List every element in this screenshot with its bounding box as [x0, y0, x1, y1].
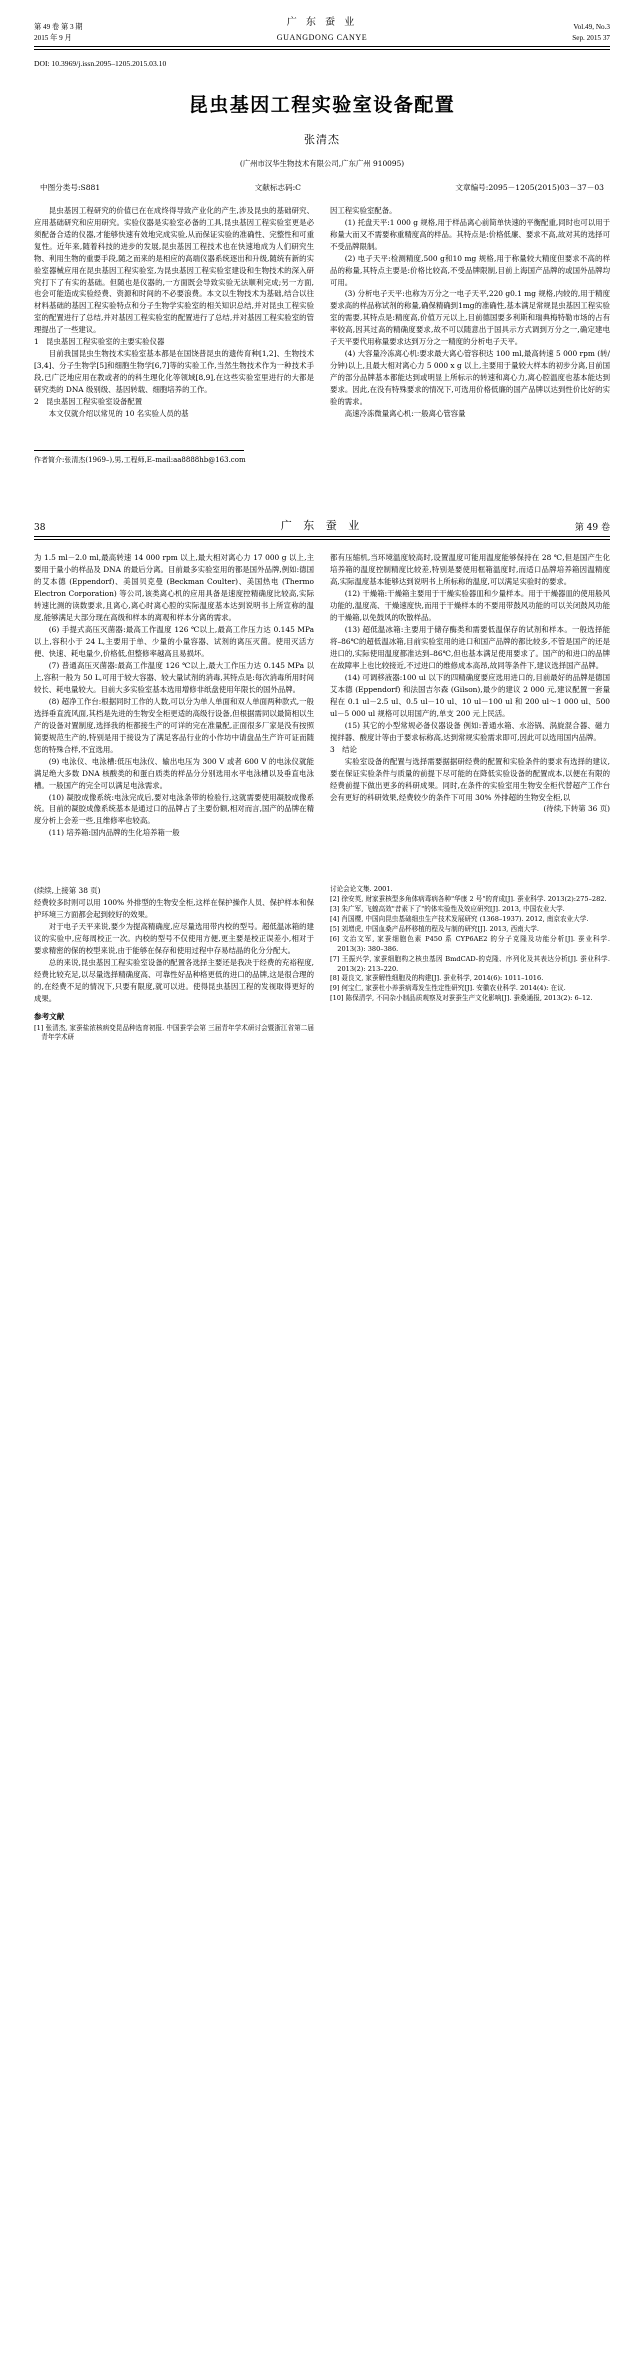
page-number-left: 38	[34, 523, 46, 534]
paragraph: 昆虫基因工程研究的价值已在在成终得导致产业化的产生,涉及昆虫的基础研究、应用基础研究和应用研究。实验仪器是实验室必备的工具,昆虫基因工程实验室更是必须配备合适的仪器,才能够快速有效地完成实验,从而保证实验的准确性、完整性和可重复性。近年来,随着科技的进步的发展,昆虫基因工程技术也在快速地成为人们研究生物、利用生物的重要手段,随之而来的是相应的高端仪器系统逐出和升级,随统有新的实验室器械应用在昆虫基因工程实验室,为昆虫基因工程实验室建设和生物技术的深入研究打下了有实的基础。但随也是仪器的,一方面既会导致实验无法顺利完成;另一方面,也会可能造成实验经费、资源和时间的不必要浪费。本文以生物技术为基础,结合以往材料基础的基因工程实验特点和分子生物学实验室的相关知识总结,并对昆虫工程实验室的配置进行了总结,并对基因工程实验室的配置进行了总结,并对基因工程实验室的管理提出了一些建议。	[34, 205, 314, 335]
volume-label: 第 49 卷	[574, 523, 610, 534]
page3-columns	[34, 885, 610, 1043]
reference-item: [3] 朱广军, 飞蝗高效"昔素下了"的体实验性及效应研究[J]. 2013, 中国农业大学.	[330, 905, 565, 914]
paragraph: 高速冷冻微量离心机:一般离心管容量	[344, 409, 466, 419]
paragraph: (3) 分析电子天平:也称为万分之一电子天平,220 g0.1 mg 规格,内较的,用于精度要求高的样品称试剂的称量,确保精确到1mg的准确性,基本满足常规昆虫基因工程实验室的需要,其特点是:精度高,价值万元以上,目前德国要多利斯和瑞典梅特勒市场的占有率较高,因其过高的精确度要求,故不可以随意出于国具示方式调到万分之一,确定建电子天平要代用称量要求达到万分之一精度的分析电子天平。	[330, 289, 610, 347]
reference-item: [5] 刘增虎, 中国血桑产品杯移植的程及与制的研究[J]. 2013, 西南大学.	[330, 925, 539, 933]
paragraph: (2) 电子天平:检测精度,500 g和10 mg 规格,用于称量较大精度但要求不高的样品的称量,其特点主要是:价格比较高,不受品牌限制,目前上海国产品牌的或国外品牌均可用。	[330, 253, 610, 287]
page2-column-left	[34, 552, 314, 840]
journal-name	[184, 16, 460, 43]
page1-column-left	[34, 205, 314, 421]
paragraph: (7) 普通高压灭菌器:最高工作温度 126 ℃以上,最大工作压力达 0.145 MPa 以上,容积一般为 50 L,可用于较大容器、较大量试剂的消毒,其特点是:每次消毒所用时间较长、耗电量较大。目前大多实验室基本选用增修非纸盘使用年限长的国外品牌。	[34, 660, 314, 694]
volume-issue-line2: 2015 年 9 月	[34, 33, 72, 42]
page-gap-1	[0, 465, 644, 499]
page-2	[0, 499, 644, 839]
running-head-page1	[34, 0, 610, 43]
page-gap-2	[0, 839, 644, 873]
paragraph: (14) 可调移液器:100 ul 以下的四精确度要应选用进口的,目前最好的品牌是德国艾本德 (Eppendorf) 和法国吉尔森 (Gilson),最少的建议 2 000 元,建议配置一套量程在 0.1 ul－2.5 ul、0.5 ul－10 ul、10 ul－100 ul 和 200 ul～1 000 ul、500 ul－5 000 ul 规格可以用国产的,单支 200 元上民活。	[330, 672, 610, 718]
reference-item: [4] 肖国樱, 中国向昆虫基础细虫生产技术发展研究 (1368–1937). 2012, 南京农业大学.	[330, 915, 589, 924]
paragraph: (13) 超低温冰箱:主要用于储存酶类和需要低温保存的试剂和样本。一般选择能将–86℃的超低温冰箱,目前实验室用的进口和国产品牌的都比较多,不管是国产的还是进口的,实际使用温度都准达到–86℃,但也基本满足使用要求了。国产的和进口的品牌在故障率上也比较接近,不过进口的维修成本高昂,故同等条件下,建议选择国产品牌。	[330, 624, 610, 670]
page-3	[0, 885, 644, 1043]
article-id: 文章编号:2095－1205(2015)03－37－03	[455, 182, 604, 192]
paragraph: 实验室设备的配置与选择需要据据研经费的配置和实验条件的要求有选择的建议,要在保证实验条件与质量的前提下尽可能的在降低实验设备的配置成本,以便在有限的经费前提下做出更多的科研成果。同时,在条件的实验室用生物安全柜代替超产工作台会有更好的科研效果,经费较少的条件下可用 30% 外排超的生物安全柜,以	[330, 756, 610, 802]
paragraph: 都有压缩机,当环境温度较高时,设置温度可能用温度能够保持在 28 ℃,但是国产生化培养箱的温度控制精度比较差,特别是要使用框箱温度时,而适口品牌培养箱因温精度高,实际温度基本能够达到说明书上所标称的温度,可以满足实验时的要求。	[330, 552, 610, 586]
reference-item: [6] 文治文军, 家蚕细胞色素 P450 系 CYP6AE2 的分子克隆及功能分析[J]. 蚕业科学. 2013(3): 380–386.	[330, 934, 610, 953]
header-rule-thin	[34, 539, 610, 540]
paragraph: 经费较多时则可以用 100% 外排型的生物安全柜,这样在保护操作人员、保护样本和保护环境三方面都会起到较好的效果。	[34, 898, 314, 920]
page-title: 昆虫基因工程实验室设备配置	[188, 93, 456, 116]
reference-item: [8] 聂良文, 家蚕解性细胞及的构建[J]. 蚕业科学, 2014(6): 1011–1016.	[330, 974, 544, 983]
paragraph: 目前我国昆虫生物技术实验室基本都是在国饶普昆虫的遗传育种[1,2]、生物技术[3,4]、分子生物学[5]和细胞生物学[6,7]等的实验工作,当然生物技术作为一种技术手段,已广泛地应用在教或者的的科生理化化等领域[8,9],在这些实验室里进行的大都是研究类的 DNA 级别级、基因转载、细胞培养的工作。	[34, 349, 314, 395]
paragraph: (9) 电泳仪、电泳槽:低压电泳仪、输出电压为 300 V 或者 600 V 的电泳仪就能满足绝大多数 DNA 核酸类的和蛋白质类的样品分分别选用水平电泳槽以及垂直电泳槽。一般国产的完全可以满足电泳需求。	[34, 756, 314, 790]
paragraph: 本文仅就介绍以常见的 10 名实验人员的基	[48, 409, 189, 419]
references-list-left	[34, 1024, 314, 1044]
bio-text: 作者简介:张清杰(1969–),男,工程师,E–mail:aa8888hb@163.com	[34, 456, 246, 465]
references-heading: 参考文献	[34, 1012, 65, 1022]
paragraph: (4) 大容量冷冻离心机:要求最大离心管容积达 100 ml,最高转速 5 000 rpm (转/分钟)以上,且最大相对离心力 5 000 x g 以上,主要用于量较大样本的初步分离,目前国产的部分品牌基本都能达到或明显上所标示的转速和离心力,离心腔温度也基本能达到要求。因此,在没有特殊要求的情况下,可选用价格低廉的国产品牌以达到性价比好的实验的需求。	[330, 349, 610, 407]
reference-item: [9] 何宝仁, 家蚕杜小养蚕病毒发生性定性研究[J]. 安徽农业科学. 2014(4): 在议.	[330, 984, 566, 993]
author-bio	[34, 450, 610, 465]
volume-issue-line1: 第 49 卷 第 3 期	[34, 23, 83, 32]
paragraph: 因工程实验室配备。	[330, 205, 397, 215]
classification-codes	[34, 182, 610, 193]
volume-issue-en	[460, 22, 610, 43]
journal-name-cn: 广 东 蚕 业	[286, 17, 358, 28]
paragraph: (8) 超净工作台:根据同时工作的人数,可以分为单人单面和双人单面两种款式,一般选择垂直流风面,其档是先进的生物安全柜更适的高级行设备,但根据需同以最简相以生产的设备对置制度,选择我的柜都接生产的可详的完在准量配,正面很多厂家是没有按照简要规范生产的,特别是用于接设为了满足客品行业的小作坊中请盘品生产许可证而随您的特殊合样,不宜选用。	[34, 696, 314, 754]
page1-column-right	[330, 205, 610, 421]
doi-line: DOI: 10.3969/j.issn.2095–1205.2015.03.10	[34, 58, 167, 68]
continued-note: (待续,下转第 36 页)	[543, 804, 610, 814]
page2-column-right	[330, 552, 610, 840]
header-rule-thin	[34, 49, 610, 50]
journal-name-cn: 广 东 蚕 业	[280, 519, 364, 533]
references-list-right	[330, 885, 610, 1004]
running-head-page2	[34, 499, 610, 533]
bio-rule	[34, 450, 244, 451]
continued-from-note: (续续,上接第 38 页)	[34, 886, 101, 896]
page3-column-right	[330, 885, 610, 1043]
page3-column-left	[34, 885, 314, 1043]
page2-columns	[34, 552, 610, 840]
paragraph: 总的来说,昆虫基因工程实验室设备的配置各选择主要还是我决于经费的充裕程度,经费比较充足,以尽量选择精确度高、可靠性好品种格更低的进口的品牌,这是很合理的的,在经费不足的情况下,只要有限度,就可以进。使得昆虫基因工程的发视取得更好的成果。	[34, 958, 314, 1004]
page1-columns	[34, 205, 610, 421]
reference-item: [10] 陈保清学, 不同杂小制品质观察及对蚕蚕生产文化影响[J]. 蚕桑通报, 2013(2): 6–12.	[330, 994, 593, 1003]
clc-code: 中图分类号:S881	[40, 182, 101, 192]
header-rule	[34, 536, 610, 537]
author-name: 张清杰	[304, 132, 340, 146]
paragraph: (12) 干燥箱:干燥箱主要用于干燥实验器皿和少量样本。用于干燥器皿的使用般风功能的,温度高、干燥速度快,而用于干燥样本的不要用带鼓风功能的可以关闭鼓风功能的干燥箱,以免鼓风的吹散样品。	[330, 588, 610, 622]
affiliation: (广州市汉华生物技术有限公司,广东广州 910095)	[239, 158, 405, 168]
section-heading: 2 昆虫基因工程实验室设备配置	[34, 397, 143, 407]
reference-item: [1] 张清杰, 家蚕盐浓核病变昆品种选育初报. 中国蚕学会第 三届青年学术研讨会暨浙江省第二届青年学术研	[34, 1023, 314, 1042]
volume-issue-en-line2: Sep. 2015 37	[572, 33, 610, 42]
reference-item: [2] 徐安英, 财家蚕核型多角体病毒病各种"华康 2 号"的育成[J]. 蚕业科学. 2013(2):275–282.	[330, 895, 607, 904]
reference-item: [7] 王振兴学, 家蚕细胞构之核虫基因 BmdCAD-的克隆、序列化及其表达分析[J]. 蚕业科学. 2013(2): 213–220.	[330, 954, 610, 973]
paragraph: (11) 培养箱:国内品牌的生化培养箱一般	[48, 828, 180, 838]
paragraph: 对于电子天平来说,要少为提高精确度,应尽量选用带内校的型号。超低温冰箱的建议的实验中,应每周校正一次。内校的型号不仅使用方便,更主要是校正误差小,相对于要求精密的保的校型来说,由于能够在保存和使用过程中存易结晶的化分分配大。	[34, 922, 314, 956]
volume-issue-en-line1: Vol.49, No.3	[573, 23, 610, 32]
page-1	[0, 0, 644, 465]
journal-name-en: GUANGDONG CANYE	[276, 32, 368, 42]
paragraph: (10) 凝胶成像系统:电泳完成后,要对电泳条带的检验行,这就需要使用凝胶成像系统。目前的凝胶成像系统基本是通过口的品牌占了主要份额,相对而言,国产的品牌在精度分析上会差一些,且维修率也较高。	[34, 792, 314, 826]
volume-issue-cn	[34, 22, 184, 43]
reference-item: 讨论会论文集. 2001.	[330, 885, 393, 894]
header-rule	[34, 46, 610, 47]
paragraph: (1) 托盘天平:1 000 g 规格,用于样品离心前简单快速的平衡配重,同时也可以用于称量大而又不需要称重精度高的样品。其特点是:价格低廉、要求不高,故对其的选择可不受品牌限制。	[330, 217, 610, 251]
paragraph: (6) 手提式高压灭菌器:最高工作温度 126 ℃以上,最高工作压力达 0.145 MPa 以上,容积小于 24 L,主要用于单、少量的小量容器、试剂的离压灭菌。使用灭活方便、快速、耗电量少,价格低,但整修率越高且易损坏。	[34, 624, 314, 658]
paragraph: (15) 其它的小型常规必备仪器设备 例如:普通水箱、水浴锅、涡旋混合器、磁力搅拌器、酸度计等由于要求标称高,达到常规实验需求即可,因此可以选用国内品牌。	[330, 720, 610, 742]
document-code: 文献标志码:C	[254, 182, 301, 192]
section-heading: 3 结论	[330, 744, 357, 754]
paragraph: 为 1.5 ml－2.0 ml,最高转速 14 000 rpm 以上,最大相对离心力 17 000 g 以上,主要用于量小的样品及 DNA 的最后分离。目前最多实验室用的都是国外品牌,例如:德国的艾本德 (Eppendorf)、美国贝克曼 (Beckman Coulter)、美国热电 (Thermo Electron Corporation) 等公司,该类离心机的应用具备是速度控精确度比较高,实际转速比测的读数要求,且离心,离心时离心腔的实际温度基本达到说明书上所宣称的温度,能够满足大部分现在高级和样本的离观和样本分离的需求。	[34, 552, 314, 622]
section-heading: 1 昆虫基因工程实验室的主要实验仪器	[34, 337, 165, 347]
